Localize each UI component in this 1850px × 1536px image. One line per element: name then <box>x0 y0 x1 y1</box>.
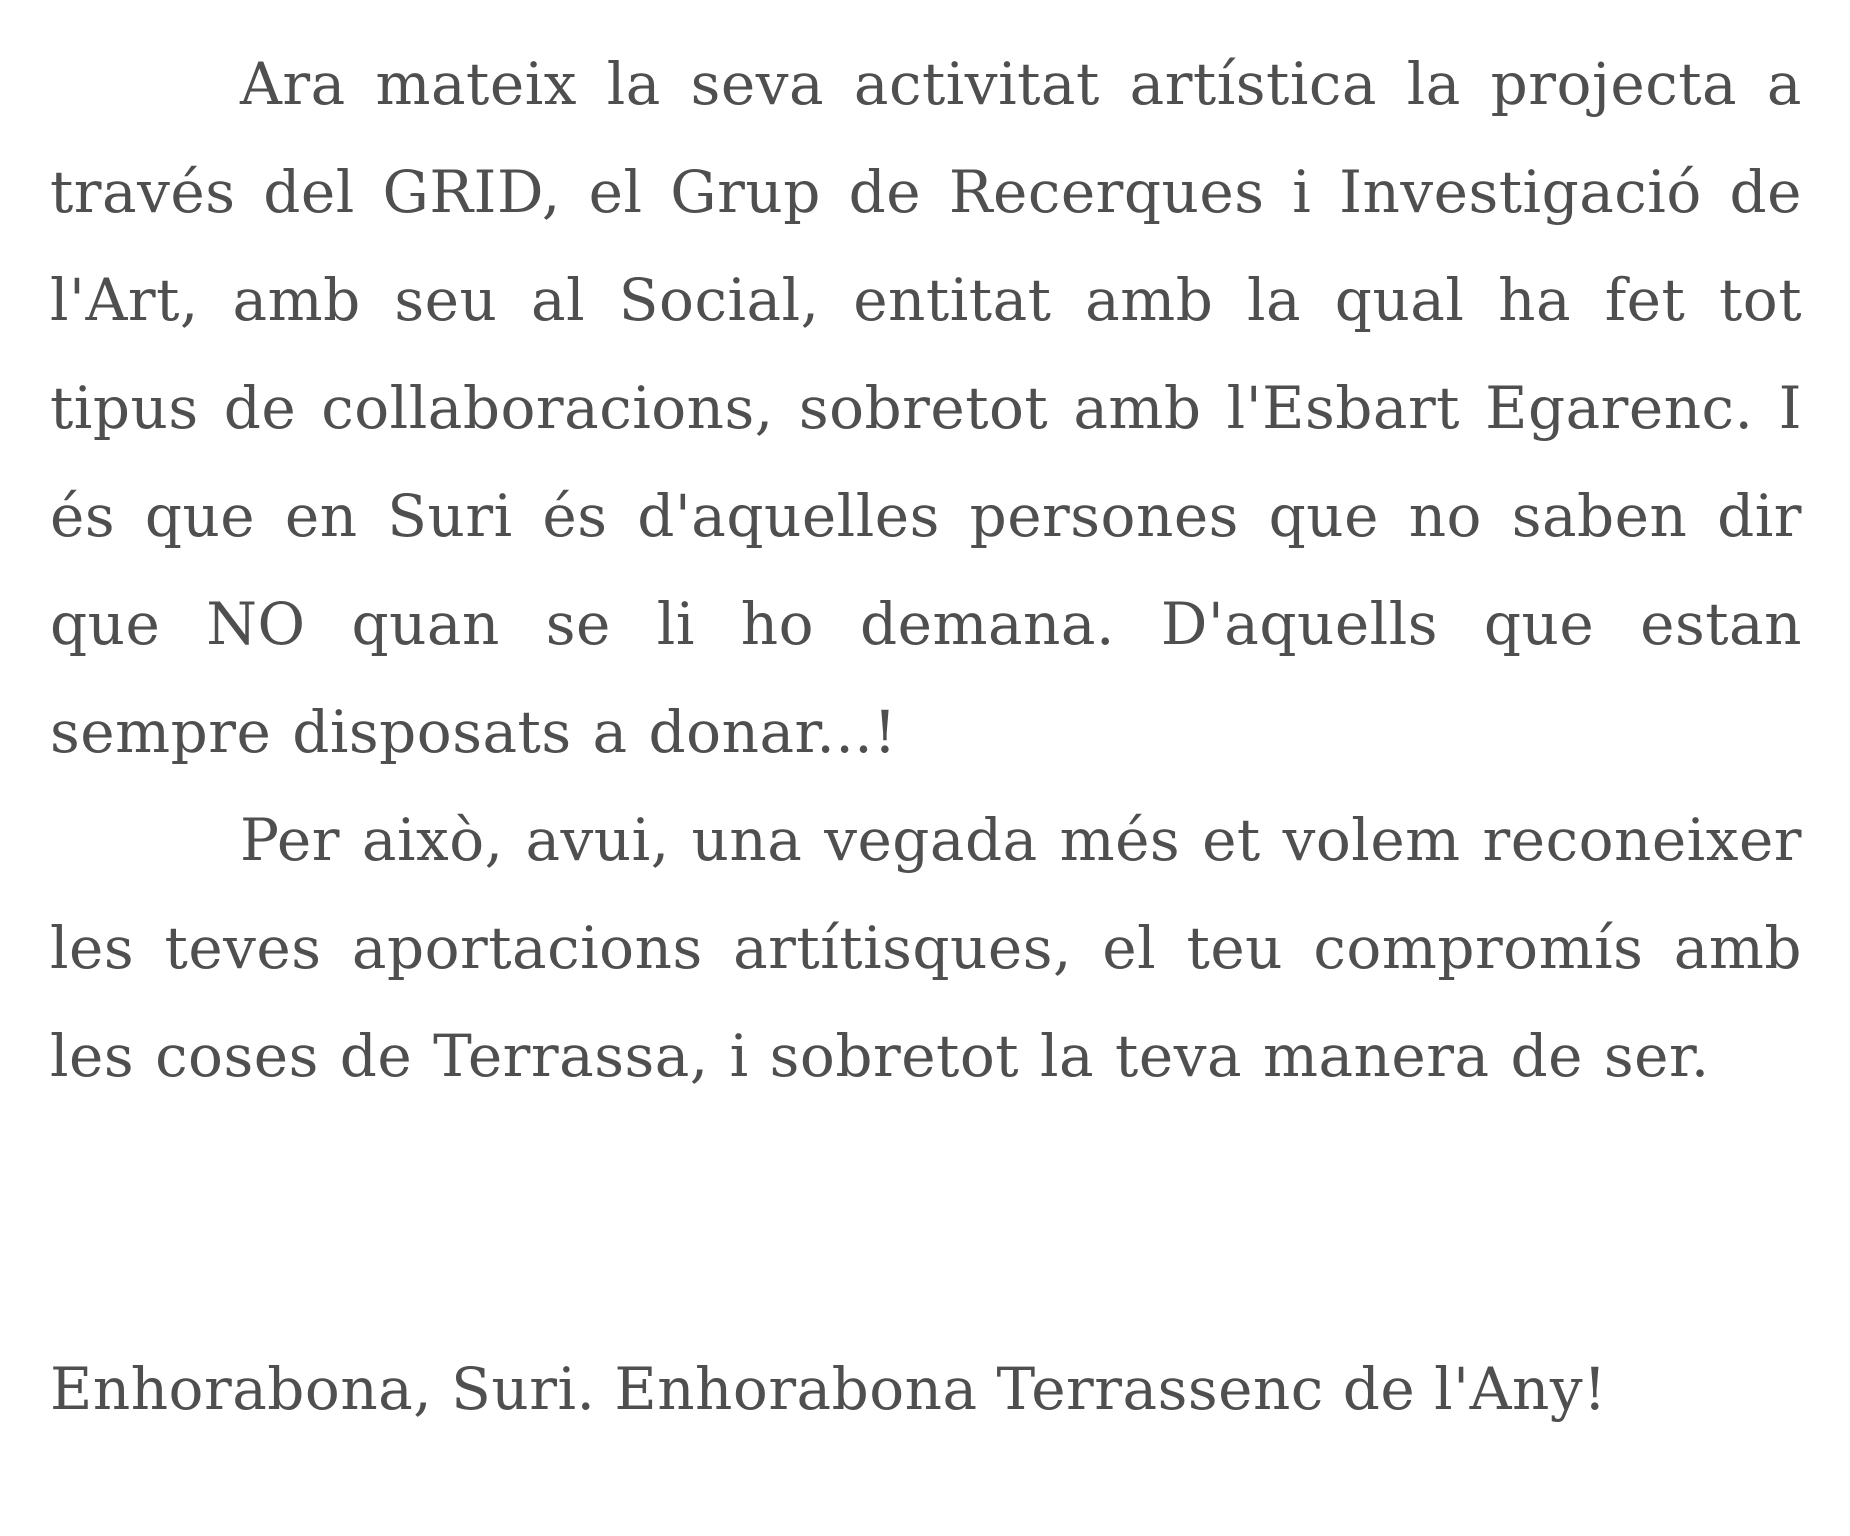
paragraph-2: Per això, avui, una vegada més et volem reconeixer les teves aportacions artítisques, el teu compromís amb les coses de Terrassa, i sobretot la teva manera de ser. <box>50 806 1802 1090</box>
document-page <box>50 30 1802 1423</box>
closing-line: Enhorabona, Suri. Enhorabona Terrassenc de l'Any! <box>50 1355 1607 1423</box>
paragraph-1: Ara mateix la seva activitat artística la projecta a través del GRID, el Grup de Recerques i Investigació de l'Art, amb seu al Social, entitat amb la qual ha fet tot tipus de collaboracions, sobretot amb l'Esbart Egarenc. I és que en Suri és d'aquelles persones que no saben dir que NO quan se li ho demana. D'aquells que estan sempre disposats a donar...! <box>50 50 1802 766</box>
